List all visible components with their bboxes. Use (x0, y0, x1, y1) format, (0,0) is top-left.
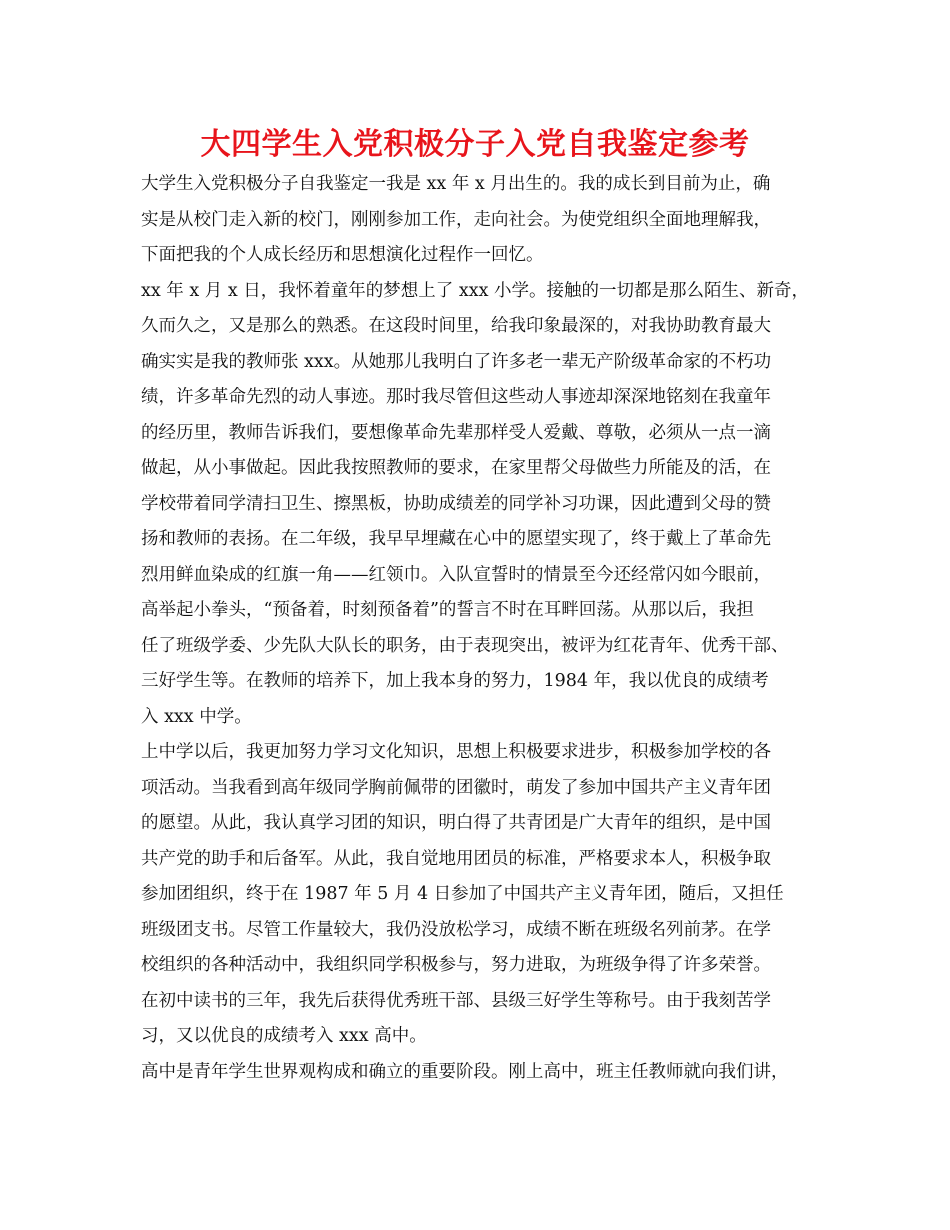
document-body (141, 167, 821, 1090)
text-line: 入 xxx 中学。 (141, 706, 252, 727)
text-line: 班级团支书。尽管工作量较大，我仍没放松学习，成绩不断在班级名列前茅。在学 (141, 919, 771, 940)
text-line: 习，又以优良的成绩考入 xxx 高中。 (141, 1026, 427, 1046)
paragraph (141, 1055, 821, 1091)
text-line: 高举起小拳头，“预备着，时刻预备着”的誓言不时在耳畔回荡。从那以后，我担 (141, 600, 754, 620)
text-line: 的经历里，教师告诉我们，要想像革命先辈那样受人爱戴、尊敬，必须从一点一滴 (141, 422, 771, 443)
text-line: 参加团组织，终于在 1987 年 5 月 4 日参加了中国共产主义青年团，随后，又担任 (141, 884, 784, 904)
text-line: 任了班级学委、少先队大队长的职务，由于表现突出，被评为红花青年、优秀干部、 (141, 635, 789, 656)
text-line: 大学生入党积极分子自我鉴定一我是 xx 年 x 月出生的。我的成长到目前为止，确 (141, 174, 771, 194)
text-line: 绩，许多革命先烈的动人事迹。那时我尽管但这些动人事迹却深深地铭刻在我童年 (141, 387, 771, 407)
text-line: 久而久之，又是那么的熟悉。在这段时间里，给我印象最深的，对我协助教育最大 (141, 316, 771, 336)
text-line: 共产党的助手和后备军。从此，我自觉地用团员的标准，严格要求本人，积极争取 (141, 848, 771, 869)
text-line: 烈用鲜血染成的红旗一角——红领巾。入队宣誓时的情景至今还经常闪如今眼前， (141, 564, 771, 585)
text-line: 确实实是我的教师张 xxx。从她那儿我明白了许多老一辈无产阶级革命家的不朽功 (141, 351, 772, 372)
text-line: 在初中读书的三年，我先后获得优秀班干部、县级三好学生等称号。由于我刻苦学 (141, 990, 771, 1011)
text-line: 实是从校门走入新的校门，刚刚参加工作，走向社会。为使党组织全面地理解我， (141, 209, 771, 230)
paragraph (141, 167, 821, 274)
text-line: 高中是青年学生世界观构成和确立的重要阶段。刚上高中，班主任教师就向我们讲， (141, 1061, 789, 1082)
text-line: 三好学生等。在教师的培养下，加上我本身的努力，1984 年，我以优良的成绩考 (141, 671, 769, 691)
text-line: 的愿望。从此，我认真学习团的知识，明白得了共青团是广大青年的组织，是中国 (141, 813, 771, 833)
text-line: 校组织的各种活动中，我组织同学积极参与，努力进取，为班级争得了许多荣誉。 (141, 955, 771, 975)
paragraph (141, 735, 821, 1055)
text-line: 学校带着同学清扫卫生、擦黑板，协助成绩差的同学补习功课，因此遭到父母的赞 (141, 493, 771, 514)
text-line: 下面把我的个人成长经历和思想演化过程作一回忆。 (141, 245, 544, 265)
text-line: 上中学以后，我更加努力学习文化知识，思想上积极要求进步，积极参加学校的各 (141, 742, 771, 762)
text-line: 项活动。当我看到高年级同学胸前佩带的团徽时，萌发了参加中国共产主义青年团 (141, 777, 771, 798)
paragraph (141, 274, 821, 736)
text-line: 扬和教师的表扬。在二年级，我早早埋藏在心中的愿望实现了，终于戴上了革命先 (141, 529, 771, 549)
document-title: 大四学生入党积极分子入党自我鉴定参考 (200, 127, 750, 162)
text-line: 做起，从小事做起。因此我按照教师的要求，在家里帮父母做些力所能及的活，在 (141, 458, 771, 478)
text-line: xx 年 x 月 x 日，我怀着童年的梦想上了 xxx 小学。接触的一切都是那么陌生、新奇， (141, 280, 810, 301)
